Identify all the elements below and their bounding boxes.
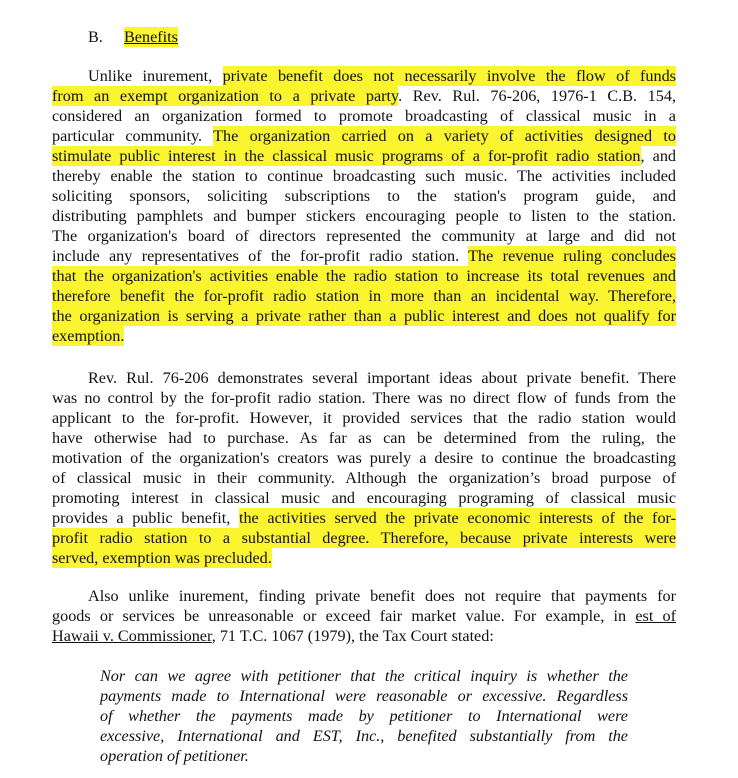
highlighted-text: the organization is serving a private rather than a public interest and does not qualify for	[52, 307, 676, 325]
text-line	[52, 306, 676, 326]
highlighted-text: served, exemption was precluded.	[52, 549, 272, 567]
text-run: thereby enable the station to continue broadcasting such music. The activities included	[52, 167, 676, 185]
text-run: of classical music in their community. Although the organization’s broad purpose of	[52, 469, 676, 487]
text-line	[52, 206, 676, 226]
section-letter: B.	[88, 28, 103, 46]
highlighted-text: The revenue ruling concludes	[468, 247, 676, 265]
text-run: , and	[640, 147, 677, 165]
text-line	[52, 286, 676, 306]
text-line	[52, 606, 676, 626]
text-line	[52, 428, 676, 448]
text-line	[52, 66, 676, 86]
highlighted-text: private benefit does not necessarily involve the flow of funds	[222, 67, 676, 85]
section-title: Benefits	[124, 28, 178, 46]
text-line	[52, 226, 676, 246]
text-run: Unlike inurement,	[88, 67, 223, 85]
highlighted-text: therefore benefit the for-profit radio station in more than an incidental way. Therefore,	[52, 287, 676, 305]
paragraph-fair-market-value	[52, 586, 676, 646]
text-line	[52, 246, 676, 266]
text-line	[52, 86, 676, 106]
section-heading	[88, 28, 178, 47]
text-line	[52, 488, 676, 508]
quote-line: of whether the payments made by petitioner to International were	[100, 707, 628, 725]
text-line	[52, 368, 676, 388]
text-run: Rev. Rul. 76-206 demonstrates several important ideas about private benefit. There	[88, 369, 676, 387]
text-line	[52, 266, 676, 286]
text-line	[52, 528, 676, 548]
case-citation: est of	[635, 607, 677, 625]
text-run: . Rev. Rul. 76-206, 1976-1 C.B. 154,	[398, 87, 676, 105]
highlighted-text: that the organization's activities enable the radio station to increase its total revenues and	[52, 267, 676, 285]
highlighted-text: the activities served the private economic interests of the for-	[238, 509, 677, 527]
highlighted-text: The organization carried on a variety of activities designed to	[213, 127, 676, 145]
text-run: was no control by the for-profit radio station. There was no direct flow of funds from the	[52, 389, 676, 407]
text-line	[52, 326, 676, 346]
text-run: motivation of the organization's creators was purely a desire to continue the broadcasting	[52, 449, 676, 467]
highlighted-text: exemption.	[52, 327, 125, 345]
block-quote	[100, 666, 628, 766]
quote-line: operation of petitioner.	[100, 747, 249, 765]
highlighted-text: from an exempt organization to a private party	[52, 87, 399, 105]
text-line	[52, 126, 676, 146]
section-title-highlight	[124, 27, 178, 47]
text-line	[52, 408, 676, 428]
text-line	[52, 146, 676, 166]
text-line	[52, 626, 676, 646]
text-line	[52, 448, 676, 468]
case-citation: Hawaii v. Commissioner	[52, 627, 212, 645]
text-run: soliciting sponsors, soliciting subscriptions to the station's program guide, and	[52, 187, 676, 205]
text-run: goods or services be unreasonable or exceed fair market value. For example, in	[52, 607, 636, 625]
text-line	[52, 106, 676, 126]
text-run: considered an organization formed to promote broadcasting of classical music in a	[52, 107, 676, 125]
text-run: particular community.	[52, 127, 214, 145]
paragraph-private-benefit-intro	[52, 66, 676, 346]
text-line	[52, 468, 676, 488]
text-run: applicant to the for-profit. However, it provided services that the radio station would	[52, 409, 676, 427]
quote-line: payments made to International were reasonable or excessive. Regardless	[100, 687, 628, 705]
text-run: The organization's board of directors represented the community at large and did not	[52, 227, 676, 245]
text-line	[52, 186, 676, 206]
quote-line: Nor can we agree with petitioner that the critical inquiry is whether the	[100, 667, 628, 685]
text-run: provides a public benefit,	[52, 509, 239, 527]
text-run: have otherwise had to purchase. As far as can be determined from the ruling, the	[52, 429, 676, 447]
text-line	[52, 388, 676, 408]
text-run: distributing pamphlets and bumper stickers encouraging people to listen to the station.	[52, 207, 676, 225]
paragraph-rev-rul-analysis	[52, 368, 676, 568]
text-run: Also unlike inurement, finding private benefit does not require that payments for	[88, 587, 676, 605]
text-line	[52, 586, 676, 606]
text-run: promoting interest in classical music and encouraging programing of classical music	[52, 489, 676, 507]
text-line	[52, 508, 676, 528]
text-line	[52, 166, 676, 186]
highlighted-text: stimulate public interest in the classical music programs of a for-profit radio station	[52, 147, 641, 165]
quote-line: excessive, International and EST, Inc., benefited substantially from the	[100, 727, 628, 745]
highlighted-text: profit radio station to a substantial degree. Therefore, because private interests were	[52, 529, 676, 547]
text-run: , 71 T.C. 1067 (1979), the Tax Court stated:	[211, 627, 494, 645]
text-run: include any representatives of the for-profit radio station.	[52, 247, 469, 265]
text-line	[52, 548, 676, 568]
